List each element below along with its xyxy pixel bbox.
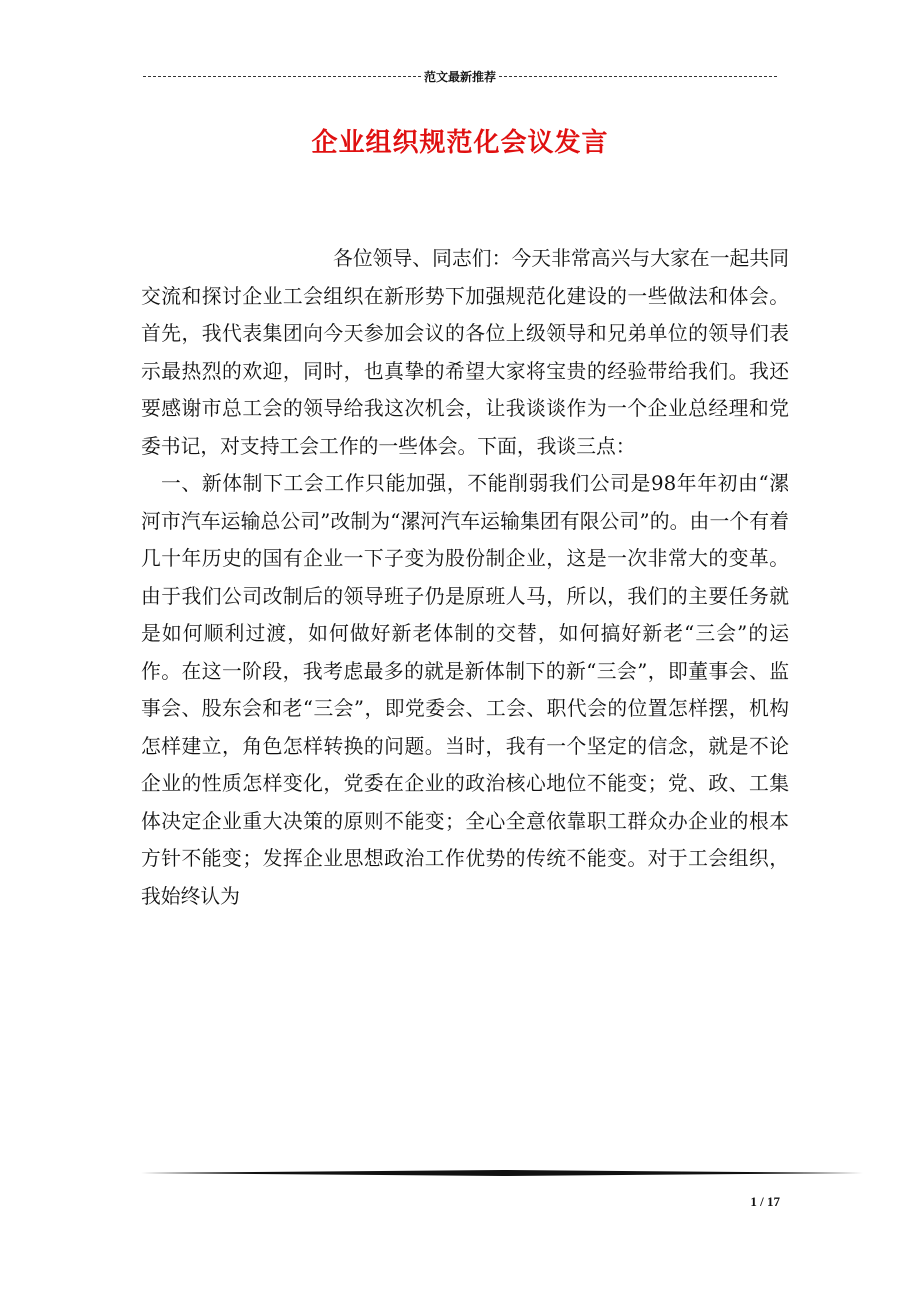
paragraph-section-one: 一、新体制下工会工作只能加强，不能削弱我们公司是98年年初由“漯河市汽车运输总公司”改制为“漯河汽车运输集团有限公司”的。由一个有着几十年历史的国有企业一下子变为股份制企业，这是一次非常大的变革。由于我们公司改制后的领导班子仍是原班人马，所以，我们的主要任务就是如何顺利过渡，如何做好新老体制的交替，如何搞好新老“三会”的运作。在这一阶段，我考虑最多的就是新体制下的新“三会”，即董事会、监事会、股东会和老“三会”，即党委会、工会、职代会的位置怎样摆，机构怎样建立，角色怎样转换的问题。当时，我有一个坚定的信念，就是不论企业的性质怎样变化，党委在企业的政治核心地位不能变；党、政、工集体决定企业重大决策的原则不能变；全心全意依靠职工群众办企业的根本方针不能变；发挥企业思想政治工作优势的传统不能变。对于工会组织，我始终认为 [141, 472, 789, 908]
header-dash-right [499, 76, 777, 77]
document-body [141, 240, 789, 915]
page-number: 1 / 17 [750, 1194, 780, 1209]
header-label: 范文最新推荐 [424, 70, 497, 84]
page-header [143, 68, 777, 85]
paragraph-greeting: 各位领导、同志们：今天非常高兴与大家在一起共同交流和探讨企业工会组织在新形势下加强规范化建设的一些做法和体会。首先，我代表集团向今天参加会议的各位上级领导和兄弟单位的领导们表示最热烈的欢迎，同时，也真挚的希望大家将宝贵的经验带给我们。我还要感谢市总工会的领导给我这次机会，让我谈谈作为一个企业总经理和党委书记，对支持工会工作的一些体会。下面，我谈三点： [141, 247, 789, 458]
header-dash-left [143, 76, 421, 77]
document-title: 企业组织规范化会议发言 [311, 128, 609, 158]
footer-rule [141, 1170, 863, 1176]
